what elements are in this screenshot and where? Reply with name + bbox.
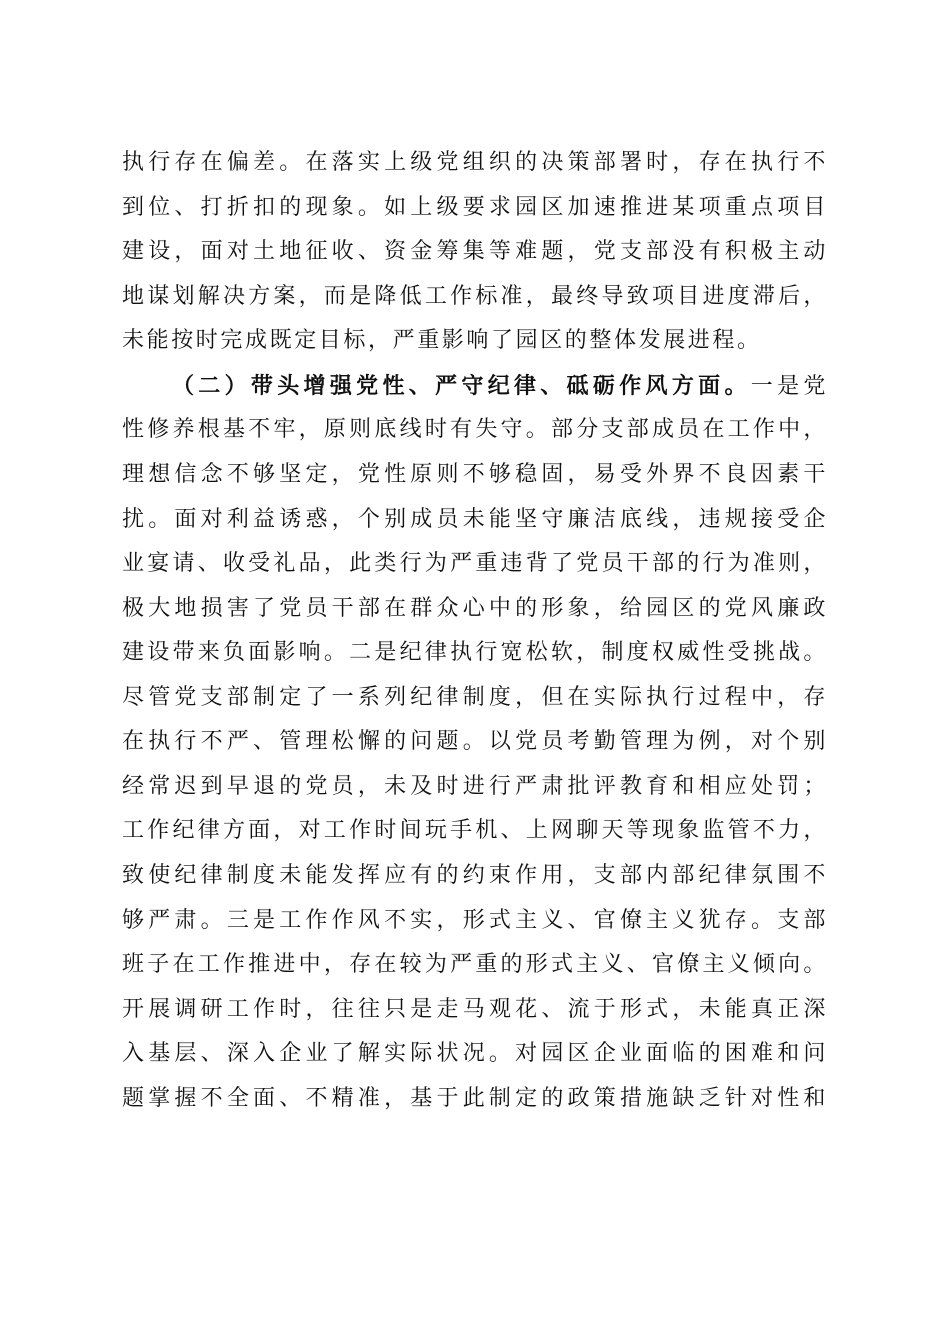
text-line: 够严肃。三是工作作风不实，形式主义、官僚主义犹存。支部 [122, 907, 828, 933]
text-line: 地谋划解决方案，而是降低工作标准，最终导致项目进度滞后， [122, 283, 828, 309]
text-run: 一是党 [750, 373, 828, 399]
text-line: 理想信念不够坚定，党性原则不够稳固，易受外界不良因素干 [122, 461, 828, 487]
text-line: 性修养根基不牢，原则底线时有失守。部分支部成员在工作中， [122, 417, 828, 443]
text-line: 未能按时完成既定目标，严重影响了园区的整体发展进程。 [122, 328, 762, 354]
body-text [122, 141, 828, 1121]
text-line: 扰。面对利益诱惑，个别成员未能坚守廉洁底线，违规接受企 [122, 506, 828, 532]
text-line: 题掌握不全面、不精准，基于此制定的政策措施缺乏针对性和 [122, 1085, 828, 1111]
text-line: 经常迟到早退的党员，未及时进行严肃批评教育和相应处罚； [122, 773, 828, 799]
text-line: 建设，面对土地征收、资金筹集等难题，党支部没有积极主动 [122, 239, 828, 265]
text-line: 业宴请、收受礼品，此类行为严重违背了党员干部的行为准则， [122, 551, 828, 577]
text-line: 开展调研工作时，往往只是走马观花、流于形式，未能真正深 [122, 996, 828, 1022]
text-line: 执行存在偏差。在落实上级党组织的决策部署时，存在执行不 [122, 150, 828, 175]
text-line-with-heading [122, 364, 828, 409]
text-line: 工作纪律方面，对工作时间玩手机、上网聊天等现象监管不力， [122, 818, 828, 844]
text-line: 致使纪律制度未能发挥应有的约束作用，支部内部纪律氛围不 [122, 863, 828, 888]
text-line: 在执行不严、管理松懈的问题。以党员考勤管理为例，对个别 [122, 729, 828, 755]
text-line: 班子在工作推进中，存在较为严重的形式主义、官僚主义倾向。 [122, 952, 828, 978]
paragraph-1 [122, 141, 828, 364]
text-line: 到位、打折扣的现象。如上级要求园区加速推进某项重点项目 [122, 194, 828, 220]
text-line: 极大地损害了党员干部在群众心中的形象，给园区的党风廉政 [122, 595, 828, 621]
paragraph-2 [122, 364, 828, 1122]
text-line: 入基层、深入企业了解实际状况。对园区企业面临的困难和问 [122, 1041, 828, 1067]
text-line: 尽管党支部制定了一系列纪律制度，但在实际执行过程中，存 [122, 684, 828, 710]
section-heading: （二）带头增强党性、严守纪律、砥砺作风方面。 [172, 372, 751, 399]
text-line: 建设带来负面影响。二是纪律执行宽松软，制度权威性受挑战。 [122, 640, 828, 666]
